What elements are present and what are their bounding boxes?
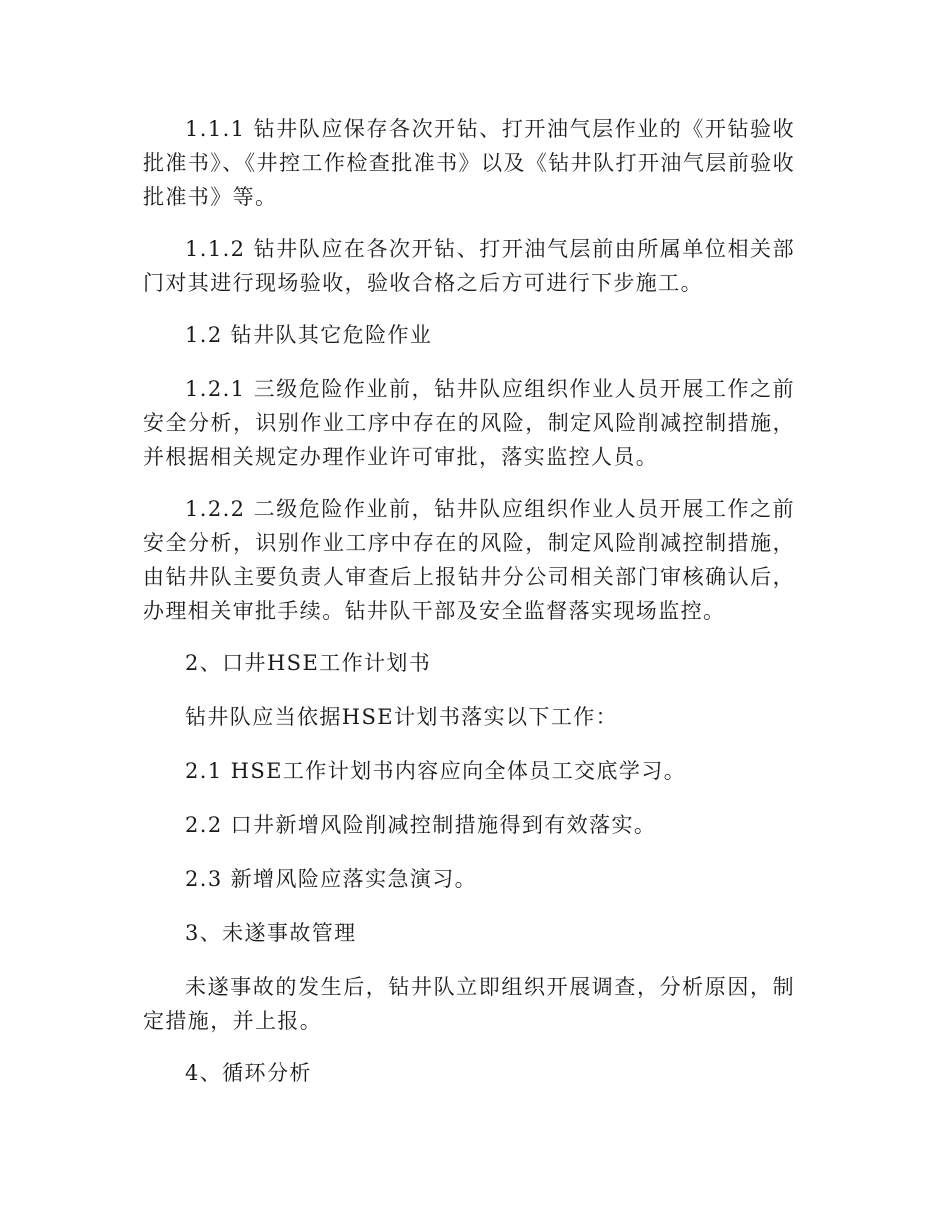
paragraph-1-2-1: 1.2.1 三级危险作业前，钻井队应组织作业人员开展工作之前安全分析，识别作业工序中存在的风险，制定风险削减控制措施，并根据相关规定办理作业许可审批，落实监控人员。 <box>143 377 795 469</box>
paragraph-2-1: 2.1 HSE工作计划书内容应向全体员工交底学习。 <box>185 759 687 783</box>
section-heading-4: 4、循环分析 <box>185 1061 312 1085</box>
section-heading-1-2: 1.2 钻井队其它危险作业 <box>185 323 433 347</box>
paragraph-1-1-2: 1.1.2 钻井队应在各次开钻、打开油气层前由所属单位相关部门对其进行现场验收，验收合格之后方可进行下步施工。 <box>143 237 795 295</box>
paragraph-hse-intro: 钻井队应当依据HSE计划书落实以下工作： <box>185 705 619 729</box>
paragraph-1-2-2: 1.2.2 二级危险作业前，钻井队应组织作业人员开展工作之前安全分析，识别作业工序中存在的风险，制定风险削减控制措施，由钻井队主要负责人审查后上报钻井分公司相关部门审核确认后，办理相关审批手续。钻井队干部及安全监督落实现场监控。 <box>143 497 795 623</box>
section-heading-3: 3、未遂事故管理 <box>185 921 357 945</box>
document-body <box>143 112 795 1110</box>
paragraph-2-3: 2.3 新增风险应落实急演习。 <box>185 867 478 891</box>
paragraph-1-1-1: 1.1.1 钻井队应保存各次开钻、打开油气层作业的《开钻验收批准书》、《井控工作检查批准书》以及《钻井队打开油气层前验收批准书》等。 <box>143 117 795 209</box>
paragraph-2-2: 2.2 口井新增风险削减控制措施得到有效落实。 <box>185 813 657 837</box>
paragraph-near-miss: 未遂事故的发生后，钻井队立即组织开展调查，分析原因，制定措施，并上报。 <box>143 975 795 1033</box>
section-heading-2: 2、口井HSE工作计划书 <box>185 651 432 675</box>
